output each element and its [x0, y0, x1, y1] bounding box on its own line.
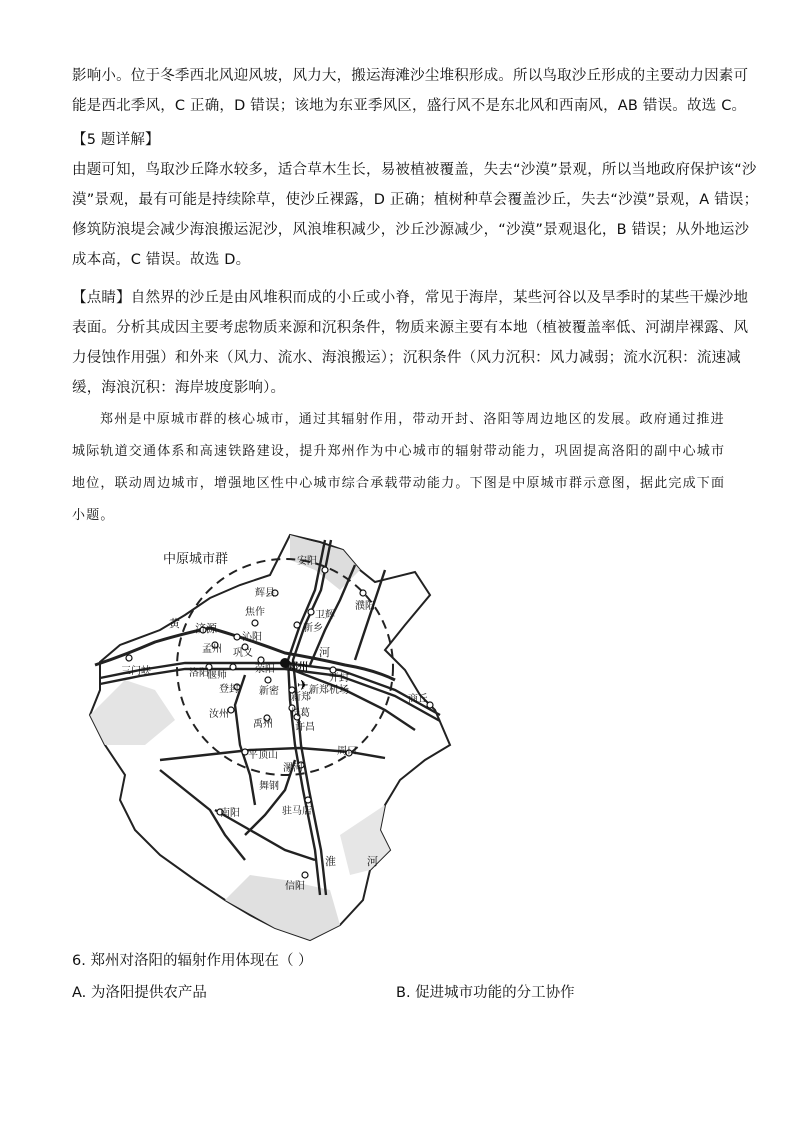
city-shangqiu: 商丘	[408, 694, 428, 705]
city-luohe: 漯河	[283, 763, 303, 774]
text-line: 小题。	[72, 508, 115, 523]
river-label-he: 河	[319, 646, 330, 659]
central-plains-map	[85, 530, 455, 945]
city-xinzheng: 新郑	[291, 692, 311, 703]
city-xinmi: 新密	[259, 686, 279, 697]
city-jiyuan: 济源	[195, 622, 217, 635]
city-zhumadian: 驻马店	[282, 806, 312, 817]
text-line: 成本高，C 错误。故选 D。	[72, 252, 251, 268]
city-yanshi: 偃师	[207, 670, 227, 681]
city-kaifeng: 开封	[329, 673, 349, 684]
text-line: 影响小。位于冬季西北风迎风坡，风力大，搬运海滩沙尘堆积形成。所以鸟取沙丘形成的主要动力因素可	[72, 68, 749, 84]
answer-explanation-paragraph	[72, 61, 749, 121]
city-nanyang: 南阳	[220, 808, 240, 819]
city-puyang: 濮阳	[355, 601, 375, 612]
text-line: 郑州是中原城市群的核心城市，通过其辐射作用，带动开封、洛阳等周边地区的发展。政府通过推进	[100, 412, 725, 427]
airport-icon: ✈	[297, 678, 309, 694]
option-b[interactable]: B. 促进城市功能的分工协作	[396, 985, 575, 1001]
city-anyang: 安阳	[297, 556, 317, 567]
text-line: 缓，海浪沉积：海岸坡度影响）。	[72, 380, 286, 396]
city-ruzhou: 汝州	[209, 709, 229, 720]
text-line: 城际轨道交通体系和高速铁路建设，提升郑州作为中心城市的辐射带动能力，巩固提高洛阳的副中心城市	[72, 444, 726, 459]
map-title: 中原城市群	[163, 552, 229, 567]
city-xingyang: 荥阳	[255, 664, 275, 675]
city-pingdingshan: 平顶山	[248, 750, 278, 761]
text-line: 漠”景观，最有可能是持续除草，使沙丘裸露，D 正确；植树种草会覆盖沙丘，失去“沙漠”景观，A 错误；	[72, 192, 759, 208]
city-airport: 新郑机场	[309, 685, 349, 696]
text-line: 【点睛】自然界的沙丘是由风堆积而成的小丘或小脊，常见于海岸，某些河谷以及旱季时的某些干燥沙地	[72, 290, 749, 306]
river-label-huang: 黄	[169, 617, 180, 630]
city-qinyang: 沁阳	[242, 632, 262, 643]
city-zhoukou: 周口	[337, 746, 357, 757]
river-label-huai2: 河	[367, 855, 378, 868]
text-line: 表面。分析其成因主要考虑物质来源和沉积条件，物质来源主要有本地（植被覆盖率低、河湖岸裸露、风	[72, 320, 749, 336]
city-dengfeng: 登封	[219, 684, 239, 695]
city-mengzhou: 孟州	[202, 644, 222, 655]
question-6-stem: 6. 郑州对洛阳的辐射作用体现在（ ）	[72, 953, 313, 969]
city-yuzhou: 禹州	[253, 719, 273, 730]
question-5-explanation	[72, 155, 759, 275]
city-xuchang: 许昌	[295, 722, 315, 733]
city-huixian: 辉县	[255, 588, 275, 599]
city-luoyang: 洛阳	[189, 668, 209, 679]
key-points-paragraph	[72, 283, 749, 403]
city-jiaozuo: 焦作	[245, 607, 265, 618]
river-label-huai1: 淮	[325, 855, 336, 868]
river-labels	[169, 616, 378, 868]
city-wugang: 舞钢	[259, 781, 279, 792]
text-line: 能是西北季风，C 正确，D 错误；该地为东亚季风区，盛行风不是东北风和西南风，AB 错误。故选 C。	[72, 98, 747, 114]
text-line: 地位，联动周边城市，增强地区性中心城市综合承载带动能力。下图是中原城市群示意图，据此完成下面	[72, 476, 726, 491]
city-xinyang: 信阳	[285, 881, 305, 892]
city-gongyi: 巩义	[233, 648, 253, 659]
city-xinxiang: 新乡	[303, 623, 323, 634]
section-heading: 【5 题详解】	[72, 132, 160, 148]
question-5-header	[72, 125, 727, 155]
city-markers	[126, 567, 433, 878]
city-changge: 长葛	[290, 708, 310, 719]
city-weihui: 卫辉	[315, 610, 335, 621]
city-sanmenxia: 三门峡	[121, 666, 151, 677]
material-intro	[72, 404, 727, 532]
text-line: 由题可知，鸟取沙丘降水较多，适合草木生长，易被植被覆盖，失去“沙漠”景观，所以当地政府保护该“沙	[72, 162, 757, 178]
city-zhengzhou: 郑州	[288, 662, 308, 673]
text-line: 修筑防浪堤会减少海浪搬运泥沙，风浪堆积减少，沙丘沙源减少，“沙漠”景观退化，B 错误；从外地运沙	[72, 222, 750, 238]
option-a[interactable]: A. 为洛阳提供农产品	[72, 985, 207, 1001]
text-line: 力侵蚀作用强）和外来（风力、流水、海浪搬运）；沉积条件（风力沉积：风力减弱；流水沉积：流速减	[72, 350, 741, 366]
